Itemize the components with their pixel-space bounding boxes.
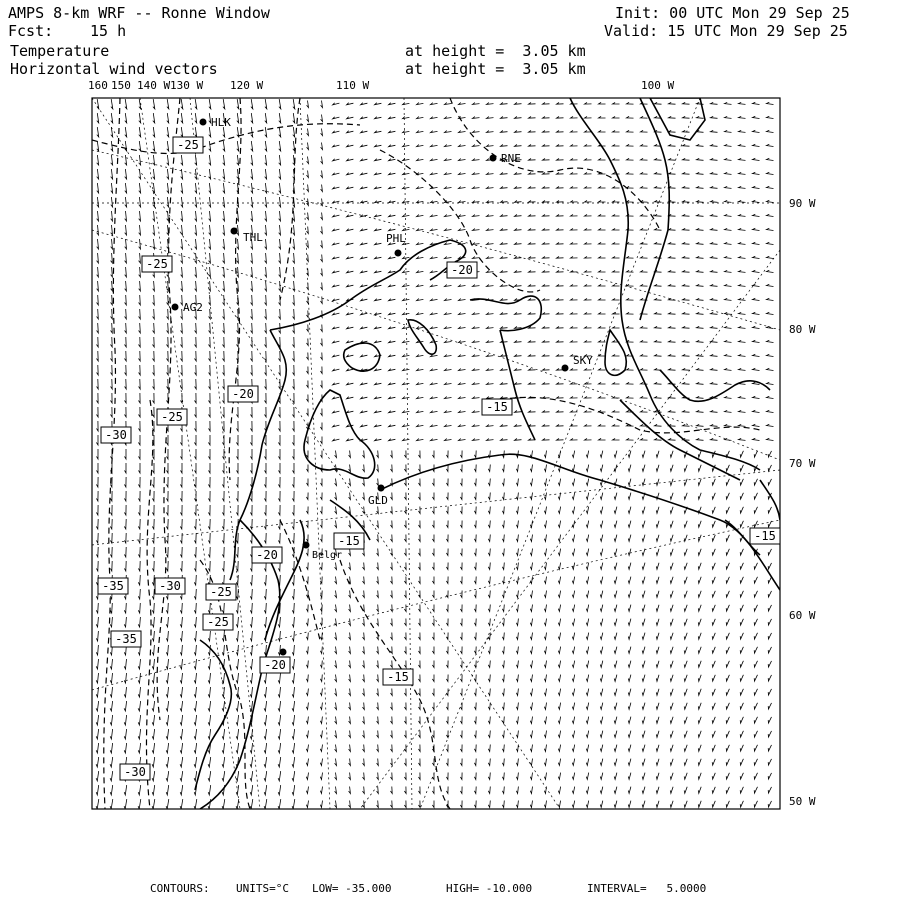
field-name-temperature: Temperature — [10, 42, 110, 60]
coastlines — [195, 98, 780, 809]
contour-label — [447, 262, 477, 278]
contour-label — [482, 399, 512, 415]
lon-label: 160 — [88, 79, 108, 92]
field-height-1: at height = 3.05 km — [405, 42, 586, 60]
station-label: SKY — [573, 354, 593, 367]
lon-label: 140 W — [137, 79, 171, 92]
svg-text:-30: -30 — [159, 579, 181, 593]
station-dot — [280, 649, 287, 656]
contour-label — [203, 614, 233, 630]
footer-high: HIGH= -10.000 — [446, 882, 533, 895]
lat-label: 90 W — [789, 197, 816, 210]
contour-label — [142, 256, 172, 272]
contour-label — [98, 578, 128, 594]
svg-text:-20: -20 — [451, 263, 473, 277]
svg-text:-30: -30 — [124, 765, 146, 779]
wind-arrows — [96, 99, 773, 809]
contour-label — [750, 528, 780, 544]
station-dot — [490, 155, 497, 162]
station-dot — [562, 365, 569, 372]
station-dot — [200, 119, 207, 126]
lon-label: 150 — [111, 79, 131, 92]
contour-label — [155, 578, 185, 594]
svg-text:-15: -15 — [387, 670, 409, 684]
contour-label — [173, 137, 203, 153]
contour-label — [334, 533, 364, 549]
station-label: THL — [243, 231, 263, 244]
contour-label — [228, 386, 258, 402]
contour-label — [252, 547, 282, 563]
footer-interval: INTERVAL= 5.0000 — [587, 882, 707, 895]
svg-text:-15: -15 — [486, 400, 508, 414]
contour-label — [120, 764, 150, 780]
station-label: HLK — [211, 116, 231, 129]
station-label: Belgr — [312, 550, 343, 561]
contour-label — [111, 631, 141, 647]
footer-low: LOW= -35.000 — [312, 882, 392, 895]
field-height-2: at height = 3.05 km — [405, 60, 586, 78]
station-dot — [395, 250, 402, 257]
lon-label: 100 W — [641, 79, 675, 92]
init-time: Init: 00 UTC Mon 29 Sep 25 — [615, 4, 850, 22]
contour-label — [157, 409, 187, 425]
footer-contours: CONTOURS: — [150, 882, 210, 895]
svg-text:-15: -15 — [754, 529, 776, 543]
station-label: AG2 — [183, 301, 203, 314]
svg-text:-25: -25 — [210, 585, 232, 599]
forecast-label: Fcst: — [8, 22, 54, 40]
svg-text:-25: -25 — [161, 410, 183, 424]
lat-label: 60 W — [789, 609, 816, 622]
wind-vector-field — [96, 99, 773, 809]
svg-text:-25: -25 — [146, 257, 168, 271]
contour-label — [206, 584, 236, 600]
station-label: PHL — [386, 232, 406, 245]
svg-text:-20: -20 — [232, 387, 254, 401]
svg-text:-20: -20 — [256, 548, 278, 562]
station-label: GLD — [368, 494, 388, 507]
svg-text:-20: -20 — [264, 658, 286, 672]
forecast-hour: 15 h — [90, 22, 127, 40]
contour-label — [260, 657, 290, 673]
footer-units: UNITS=°C — [236, 882, 289, 895]
station-dot — [303, 542, 310, 549]
valid-time: Valid: 15 UTC Mon 29 Sep 25 — [604, 22, 848, 40]
lat-label: 80 W — [789, 323, 816, 336]
svg-text:-30: -30 — [105, 428, 127, 442]
svg-text:-25: -25 — [207, 615, 229, 629]
station-label: RNE — [501, 152, 521, 165]
field-name-wind: Horizontal wind vectors — [10, 60, 218, 78]
contour-label — [383, 669, 413, 685]
top-longitude-labels — [88, 79, 674, 92]
right-latitude-labels — [789, 197, 816, 808]
contour-label — [101, 427, 131, 443]
svg-text:-15: -15 — [338, 534, 360, 548]
temperature-contours — [92, 98, 760, 809]
lon-label: 110 W — [336, 79, 370, 92]
lat-label: 70 W — [789, 457, 816, 470]
lon-label: 130 W — [170, 79, 204, 92]
svg-text:-25: -25 — [177, 138, 199, 152]
station-dot — [172, 304, 179, 311]
station-dot — [378, 485, 385, 492]
station-dot — [231, 228, 238, 235]
svg-text:-35: -35 — [102, 579, 124, 593]
contour-value-labels — [98, 137, 780, 780]
lat-label: 50 W — [789, 795, 816, 808]
plot-title: AMPS 8-km WRF -- Ronne Window — [8, 4, 270, 22]
svg-text:-35: -35 — [115, 632, 137, 646]
lon-label: 120 W — [230, 79, 264, 92]
